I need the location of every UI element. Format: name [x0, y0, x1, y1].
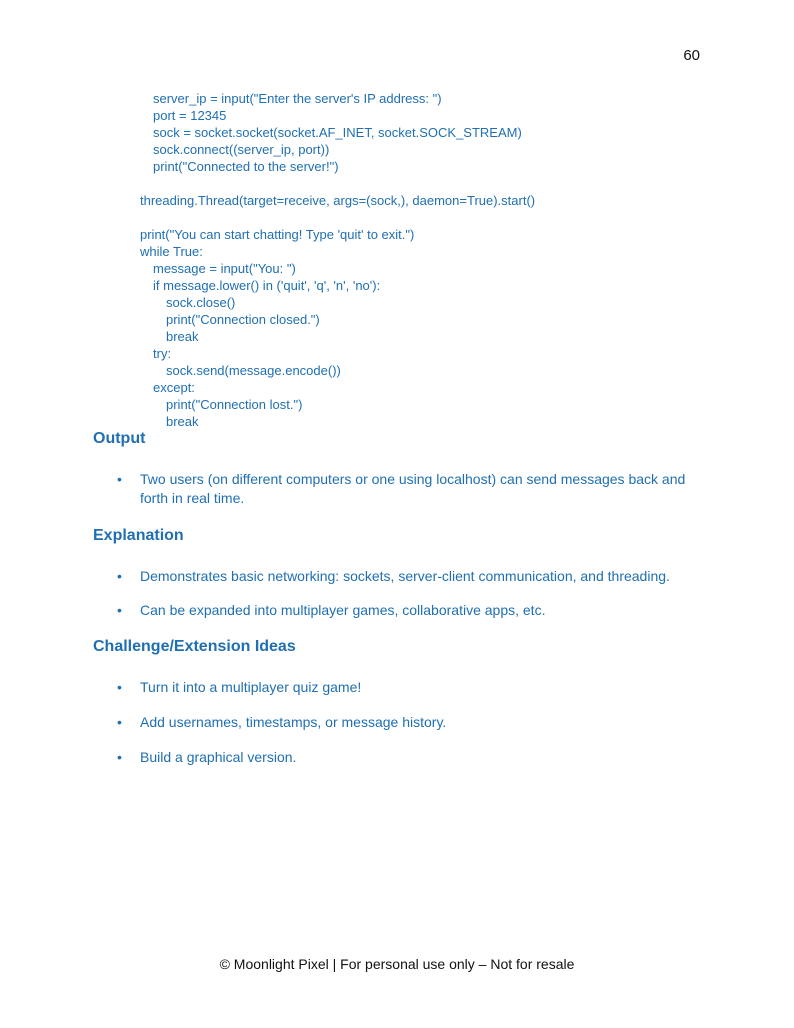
- challenge-bullet-text: Build a graphical version.: [140, 749, 297, 765]
- code-line: while True:: [140, 244, 203, 259]
- code-line: sock.send(message.encode()): [166, 363, 341, 378]
- code-line: server_ip = input("Enter the server's IP address: "): [153, 91, 442, 106]
- code-line: print("Connection lost."): [166, 397, 303, 412]
- code-line: threading.Thread(target=receive, args=(sock,), daemon=True).start(): [140, 193, 536, 208]
- bullet-icon: •: [117, 679, 122, 695]
- code-block: [140, 90, 720, 430]
- code-line: sock.close(): [166, 295, 236, 310]
- bullet-icon: •: [117, 749, 122, 765]
- output-heading: Output: [93, 430, 146, 447]
- code-line: sock.connect((server_ip, port)): [153, 142, 330, 157]
- explanation-bullet-text: Demonstrates basic networking: sockets, server-client communication, and threading.: [140, 568, 670, 584]
- bullet-icon: •: [117, 471, 122, 487]
- footer-copyright: © Moonlight Pixel | For personal use only – Not for resale: [219, 956, 575, 972]
- code-line: except:: [153, 380, 195, 395]
- code-line: message = input("You: "): [153, 261, 296, 276]
- code-line: try:: [153, 346, 172, 361]
- explanation-heading: Explanation: [93, 527, 184, 544]
- code-line: port = 12345: [153, 108, 227, 123]
- challenge-bullet-text: Add usernames, timestamps, or message history.: [140, 714, 447, 730]
- code-blank-line: [140, 175, 720, 192]
- bullet-icon: •: [117, 714, 122, 730]
- code-blank-line: [140, 209, 720, 226]
- challenge-bullet-text: Turn it into a multiplayer quiz game!: [140, 679, 362, 695]
- bullet-icon: •: [117, 602, 122, 618]
- code-line: sock = socket.socket(socket.AF_INET, socket.SOCK_STREAM): [153, 125, 522, 140]
- challenge-heading: Challenge/Extension Ideas: [93, 638, 296, 655]
- code-line: break: [166, 414, 199, 429]
- code-line: print("Connection closed."): [166, 312, 320, 327]
- page-number: 60: [683, 47, 700, 64]
- explanation-bullet-text: Can be expanded into multiplayer games, collaborative apps, etc.: [140, 602, 546, 618]
- output-bullet-text: Two users (on different computers or one using localhost) can send messages back and forth in real time.: [140, 471, 686, 506]
- code-line: break: [166, 329, 199, 344]
- bullet-icon: •: [117, 568, 122, 584]
- code-line: if message.lower() in ('quit', 'q', 'n', 'no'):: [153, 278, 381, 293]
- code-line: print("Connected to the server!"): [153, 159, 339, 174]
- code-line: print("You can start chatting! Type 'quit' to exit."): [140, 227, 415, 242]
